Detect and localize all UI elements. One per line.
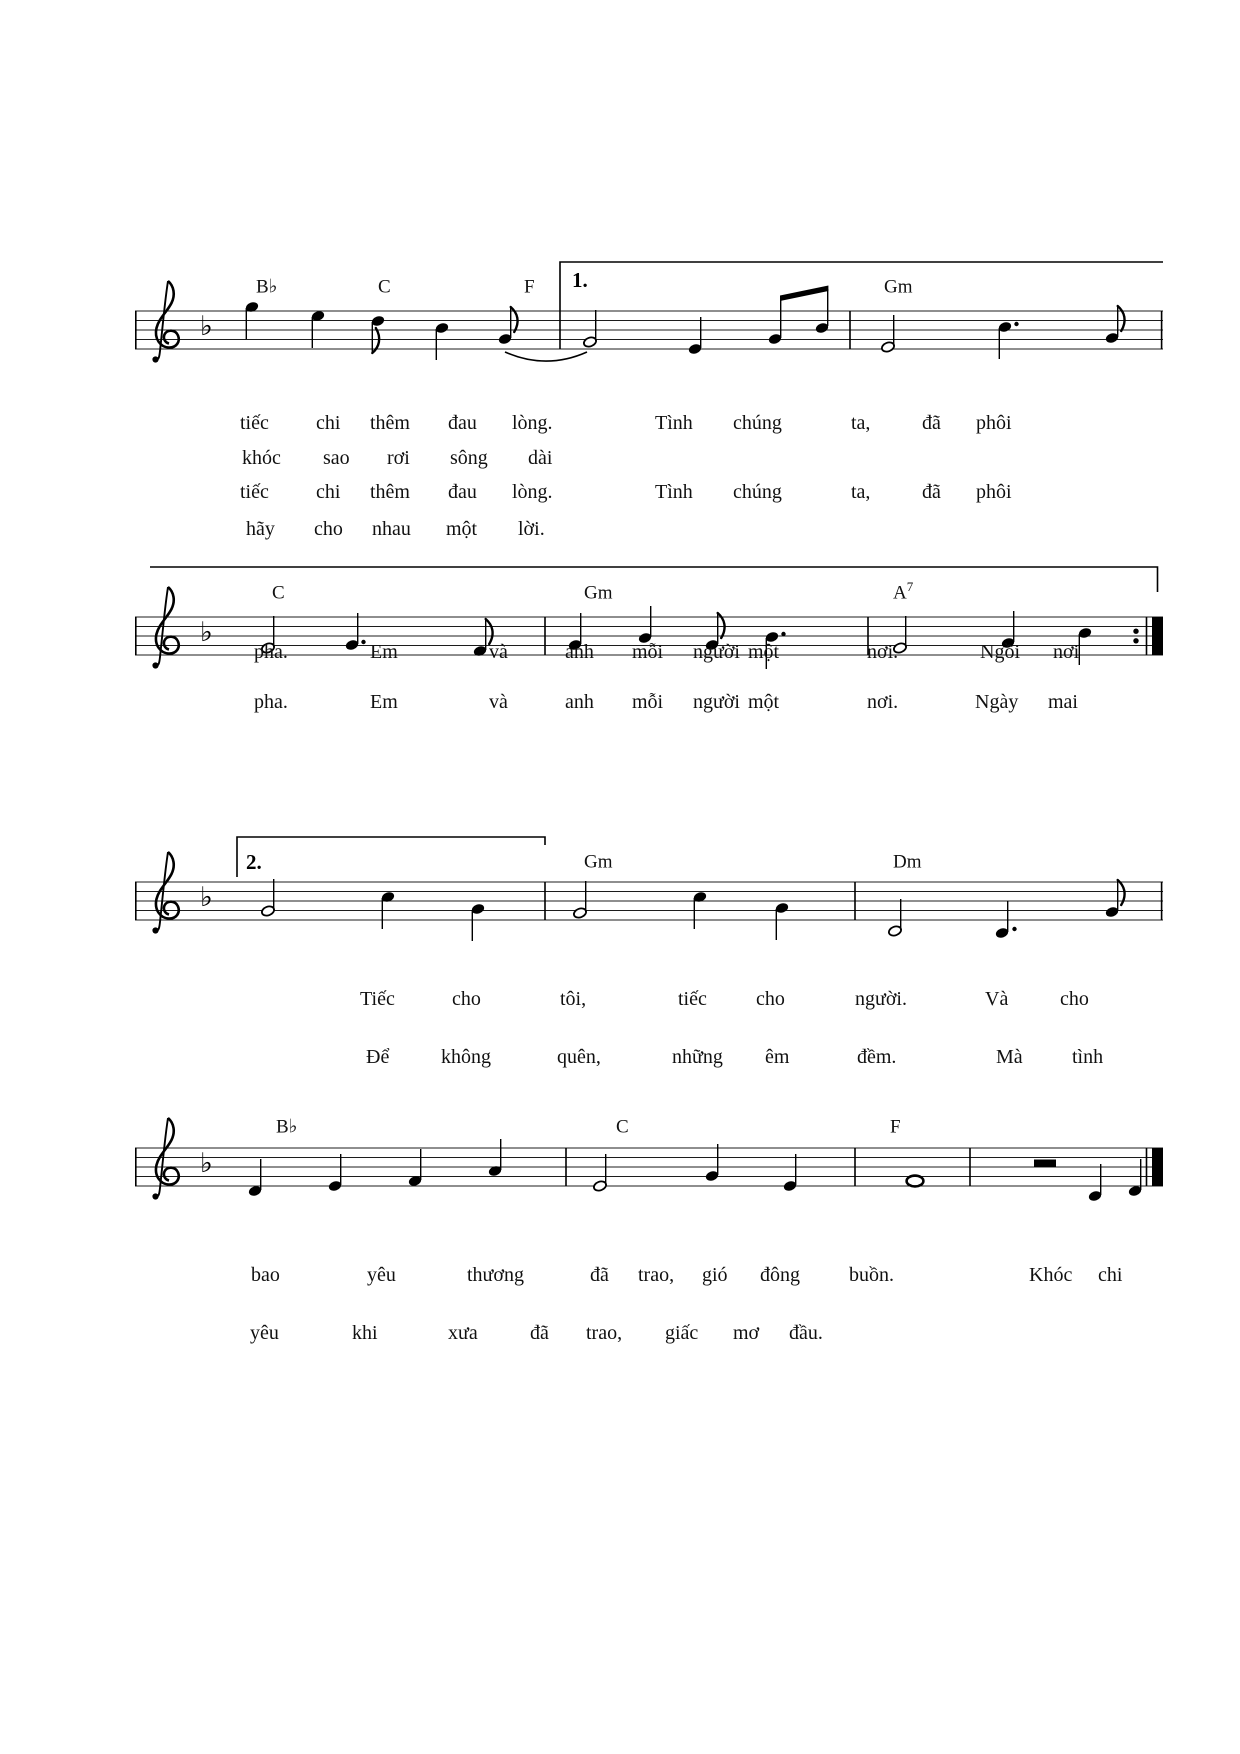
lyric-word: tiếc [240,481,269,503]
lyric-word: pha. [254,641,288,663]
lyric-word: Và [985,988,1009,1010]
chord-label: Dm [893,851,922,873]
lyric-word: chi [316,412,341,434]
lyric-word: ta, [851,412,871,434]
lyric-word: đã [530,1322,549,1344]
lyric-word: hãy [246,518,275,540]
lyric-word: pha. [254,691,288,713]
lyric-word: và [489,691,508,713]
lyric-word: rơi [387,447,410,469]
lyric-word: một [748,691,780,713]
lyric-word: cho [452,988,481,1010]
lyric-word: khóc [242,447,281,469]
lyric-word: người [693,641,740,663]
key-signature-flat: ♭ [200,1148,213,1179]
lyric-row [0,410,1240,436]
chord-label: $A^7$ [893,579,914,604]
lyric-word: phôi [976,481,1012,503]
staff-system-1 [135,262,1163,363]
lyric-word: mơ [733,1322,760,1344]
lyric-word: thêm [370,481,410,503]
lyric-word: Ngày [975,691,1019,713]
volta-1-number: 1. [572,268,588,292]
lyric-word: và [489,641,508,663]
lyric-word: đông [760,1264,800,1286]
staff-system-3 [135,837,1163,941]
lyric-word: êm [765,1046,790,1068]
lyric-row [0,1262,1240,1288]
lyric-word: tình [1072,1046,1104,1068]
chord-label: Gm [584,582,613,604]
lyric-word: một [748,641,780,663]
lyric-word: đềm. [857,1046,897,1068]
lyric-word: xưa [448,1322,478,1344]
lyric-word: buồn. [849,1264,894,1286]
lyric-row [0,479,1240,505]
lyric-word: gió [702,1264,728,1286]
lyric-word: tiếc [240,412,269,434]
chord-label: C [616,1116,629,1138]
lyric-word: Mà [996,1046,1023,1068]
lyric-word: bao [251,1264,280,1286]
lyric-word: lòng. [512,412,553,434]
lyric-word: Tình [655,481,693,503]
lyric-word: người. [855,988,907,1010]
chord-label: C [272,582,285,604]
lyric-word: tiếc [678,988,707,1010]
lyric-word: phôi [976,412,1012,434]
lyric-row [0,445,1240,471]
lyric-word: yêu [250,1322,279,1344]
lyric-word: tôi, [560,988,587,1010]
lyric-row [0,516,1240,542]
lyric-word: lời. [518,518,545,540]
lyric-word: Em [370,691,398,713]
lyric-word: chi [316,481,341,503]
lyric-word: thương [467,1264,524,1286]
lyric-word: nơi. [867,691,899,713]
lyric-word: nơi [1053,641,1080,663]
lyric-word: đau [448,481,477,503]
lyric-word: đầu. [789,1322,823,1344]
lyric-word: Tiếc [360,988,395,1010]
beam [780,286,828,302]
chord-label: F [524,276,535,298]
lyric-word: những [672,1046,723,1068]
lyric-word: anh [565,641,594,663]
half-rest [1034,1160,1056,1168]
lyric-word: cho [756,988,785,1010]
lyric-word: trao, [586,1322,623,1344]
lyric-row [0,986,1240,1012]
tie [505,352,587,361]
key-signature-flat: ♭ [200,882,213,913]
lyric-word: yêu [367,1264,396,1286]
lyric-word: người [693,691,740,713]
lyric-row [0,639,1240,665]
chord-label: B♭ [276,1116,298,1138]
volta-2-number: 2. [246,850,262,874]
lyric-word: khi [352,1322,378,1344]
lyric-word: đau [448,412,477,434]
volta-2-bracket [237,837,545,877]
volta-1-continuation [150,567,1158,592]
lyric-word: cho [1060,988,1089,1010]
lyric-word: Để [366,1046,390,1068]
lyric-row [0,1044,1240,1070]
lyric-word: mỗi [632,691,664,713]
chord-label: C [378,276,391,298]
lyric-word: Khóc [1029,1264,1073,1286]
chord-label: B♭ [256,276,278,298]
lyric-word: nhau [372,518,411,540]
lyric-word: đã [590,1264,609,1286]
key-signature-flat: ♭ [200,617,213,648]
volta-1-bracket [560,262,1163,311]
lyric-word: mai [1048,691,1078,713]
lyric-word: đã [922,481,941,503]
chord-label: Gm [584,851,613,873]
chord-label: Gm [884,276,913,298]
key-signature-flat: ♭ [200,311,213,342]
lyric-word: thêm [370,412,410,434]
lyric-row [0,689,1240,715]
lyric-word: chúng [733,412,782,434]
lyric-word: chúng [733,481,782,503]
lyric-word: Ngồi [980,641,1020,663]
lyric-word: nơi. [867,641,899,663]
lyric-word: chi [1098,1264,1123,1286]
lyric-word: một [446,518,478,540]
lyric-word: giấc [665,1322,699,1344]
lyric-word: quên, [557,1046,601,1068]
chord-label: F [890,1116,901,1138]
lyric-word: trao, [638,1264,675,1286]
lyric-word: ta, [851,481,871,503]
lyric-word: Tình [655,412,693,434]
lyric-word: cho [314,518,343,540]
lyric-word: sông [450,447,488,469]
lyric-row [0,1320,1240,1346]
lyric-word: lòng. [512,481,553,503]
lyric-word: sao [323,447,350,469]
lyric-word: dài [528,447,553,469]
lyric-word: anh [565,691,594,713]
lyric-word: đã [922,412,941,434]
lyric-word: mỗi [632,641,664,663]
lyric-word: không [441,1046,491,1068]
whole-note [907,1176,924,1187]
lyric-word: Em [370,641,398,663]
